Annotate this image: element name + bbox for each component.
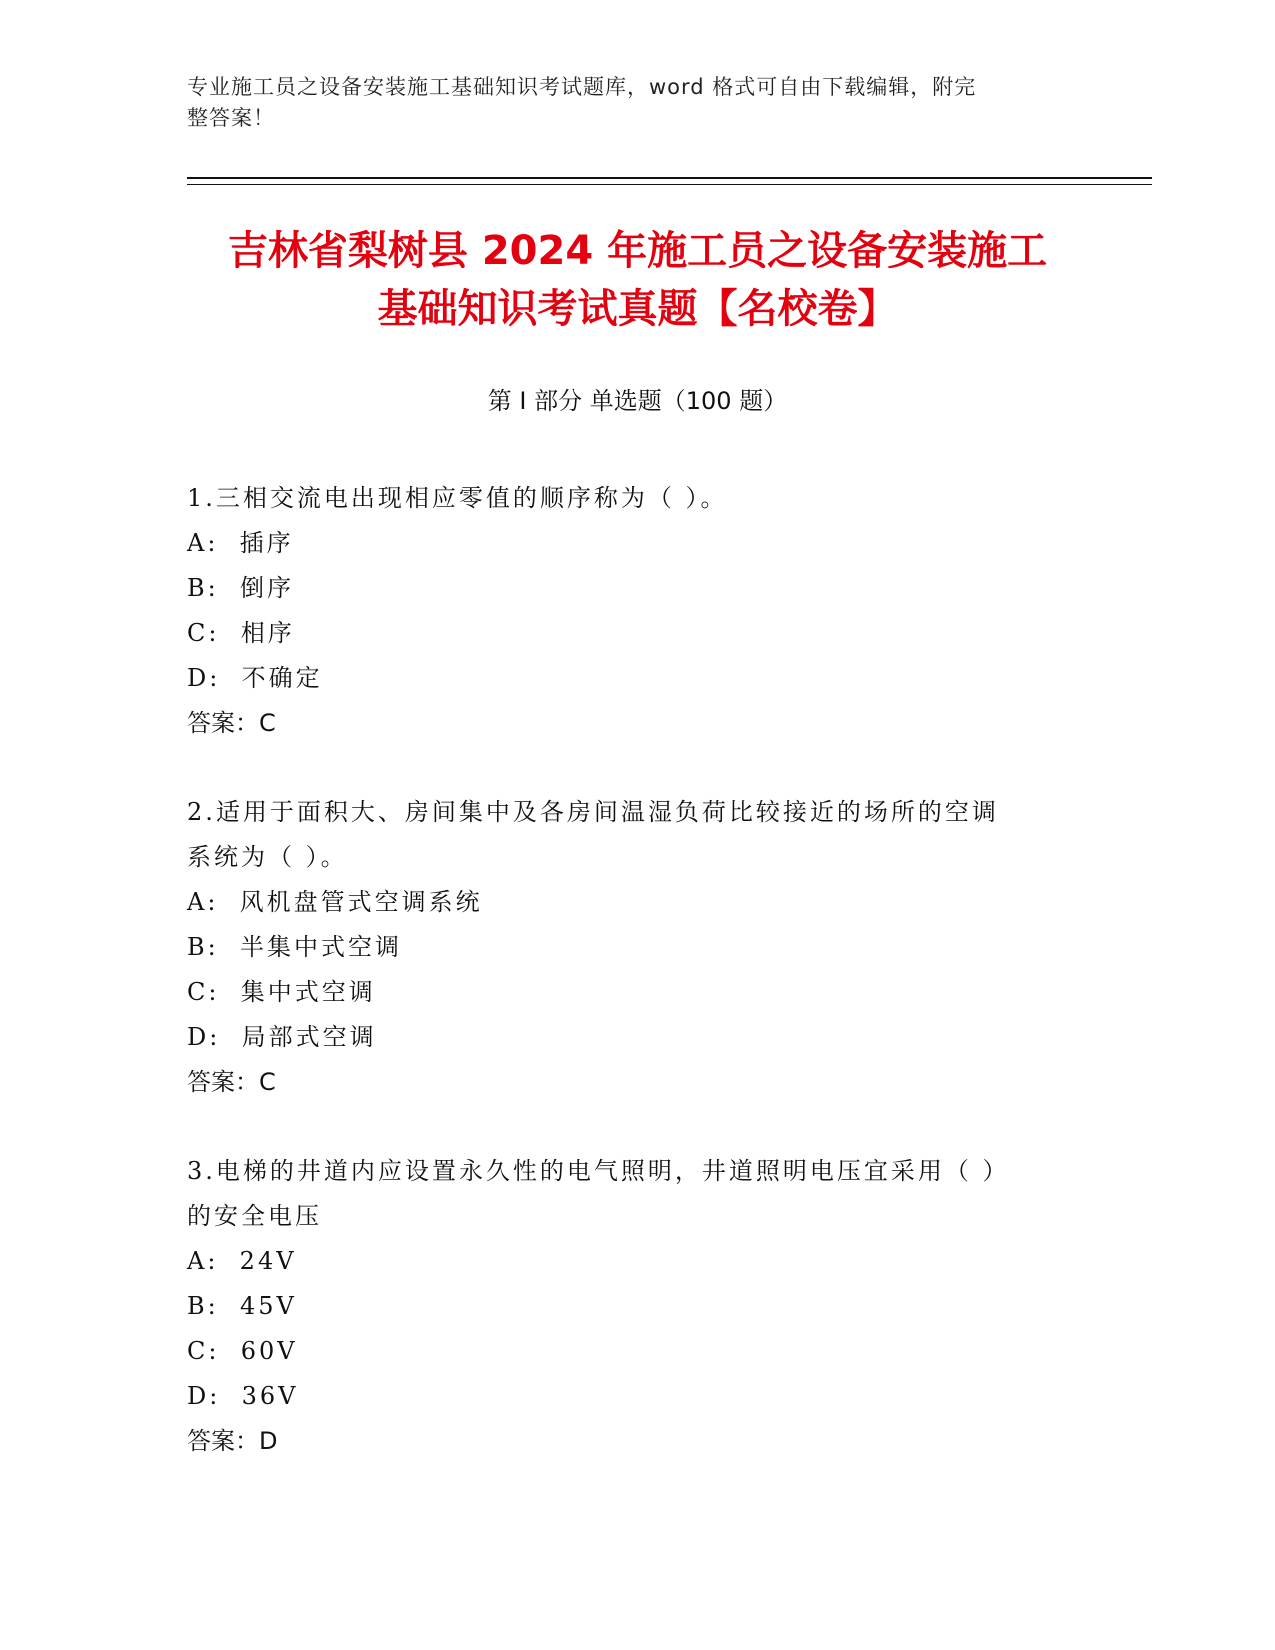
document-title xyxy=(150,222,1125,338)
option-c: C: 相序 xyxy=(187,619,295,647)
question-1 xyxy=(187,476,1067,746)
option-d: D: 36V xyxy=(187,1382,299,1410)
option-c: C: 60V xyxy=(187,1337,298,1365)
question-stem-line-1: 3.电梯的井道内应设置永久性的电气照明，井道照明电压宜采用（ ） xyxy=(187,1157,1010,1185)
answer: 答案：C xyxy=(187,1068,276,1096)
option-a: A: 风机盘管式空调系统 xyxy=(187,888,483,916)
option-b: B: 半集中式空调 xyxy=(187,933,402,961)
header-note-line-1: 专业施工员之设备安装施工基础知识考试题库，word 格式可自由下载编辑，附完 xyxy=(187,75,977,99)
answer: 答案：D xyxy=(187,1427,278,1455)
section-heading: 第 I 部分 单选题（100 题） xyxy=(487,387,788,415)
header-note-line-2: 整答案！ xyxy=(187,106,275,130)
question-3 xyxy=(187,1149,1067,1464)
question-spacer xyxy=(187,746,1067,790)
answer: 答案：C xyxy=(187,709,276,737)
header-divider-thin xyxy=(187,184,1152,185)
document-title-line-2: 基础知识考试真题【名校卷】 xyxy=(377,286,898,332)
option-d: D: 不确定 xyxy=(187,664,323,692)
question-stem-line-2: 的安全电压 xyxy=(187,1202,322,1230)
option-a: A: 插序 xyxy=(187,529,294,557)
question-stem-line-2: 系统为（ ）。 xyxy=(187,843,348,871)
option-a: A: 24V xyxy=(187,1247,297,1275)
option-d: D: 局部式空调 xyxy=(187,1023,377,1051)
option-c: C: 集中式空调 xyxy=(187,978,376,1006)
question-stem: 1.三相交流电出现相应零值的顺序称为（ ）。 xyxy=(187,484,728,512)
question-list xyxy=(187,476,1067,1464)
option-b: B: 45V xyxy=(187,1292,297,1320)
question-2 xyxy=(187,790,1067,1105)
document-title-line-1: 吉林省梨树县 2024 年施工员之设备安装施工 xyxy=(227,228,1048,274)
header-divider-thick xyxy=(187,177,1152,179)
option-b: B: 倒序 xyxy=(187,574,294,602)
question-stem-line-1: 2.适用于面积大、房间集中及各房间温湿负荷比较接近的场所的空调 xyxy=(187,798,999,826)
question-spacer xyxy=(187,1105,1067,1149)
header-note xyxy=(187,72,1067,134)
